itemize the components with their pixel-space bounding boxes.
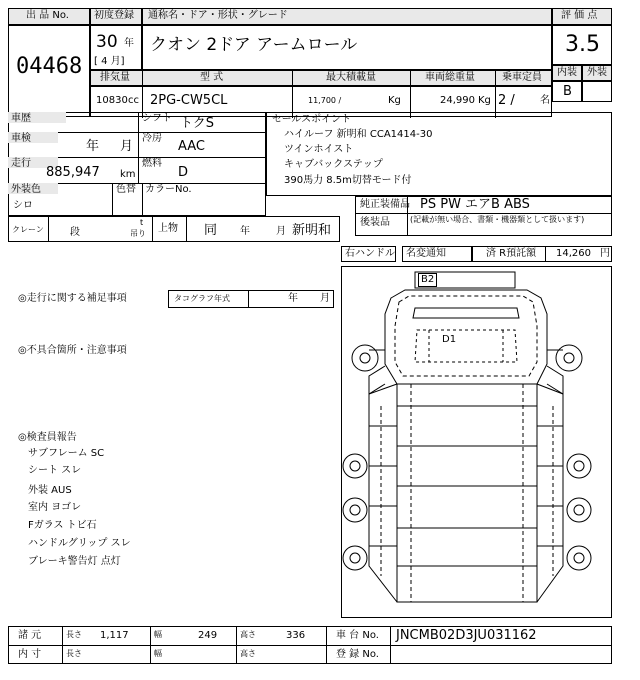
body-same: 同 (204, 223, 218, 238)
gross-weight-label: 車両総重量 (425, 72, 475, 83)
color-no-label: 色替 (116, 184, 136, 195)
equipment-label: 純正装備品 (360, 199, 410, 210)
inspection-label: 車検 (11, 133, 31, 144)
exterior-grade-cell (582, 81, 612, 102)
sales-point-line-4: 390馬力 8.5m切替モード付 (284, 175, 412, 186)
name-change-label: 名変通知 (406, 248, 446, 259)
mileage-unit: km (120, 169, 136, 180)
driving-remarks-label: ◎走行に関する補足事項 (18, 293, 127, 304)
capacity-label: 乗車定員 (502, 72, 542, 83)
score-label: 評 価 点 (561, 10, 598, 21)
sales-point-line-1: ハイルーフ 新明和 CCA1414-30 (284, 129, 433, 140)
crane-lift-unit: 吊り (130, 229, 146, 238)
reg-month: [ 4 月] (94, 56, 125, 67)
tacho-year-unit: 年 (288, 293, 298, 304)
aftermarket-note: (記載が無い場合、書類・機器類として扱います) (410, 215, 585, 224)
shift-value: トクS (180, 116, 214, 131)
aftermarket-label: 後装品 (360, 217, 390, 228)
reg-no-label: 登 録 No. (336, 649, 379, 660)
vehicle-name: クオン 2ドア アームロール (150, 35, 358, 55)
body-year-unit: 年 (240, 226, 250, 237)
exterior-grade-label: 外装 (587, 67, 607, 78)
length-label: 長さ (66, 630, 82, 639)
tacho-label: タコグラフ年式 (174, 294, 230, 303)
recycle-amount: 14,260 (556, 248, 591, 259)
body-month-unit: 月 (276, 226, 286, 237)
interior-length-label: 長さ (66, 649, 82, 658)
ac-label: 冷房 (142, 133, 162, 144)
shift-label: シフト (142, 113, 172, 124)
chassis-number: JNCMB02D3JU031162 (396, 628, 537, 643)
sales-point-line-3: キャブバックステップ (284, 159, 383, 170)
lot-number: 04468 (16, 54, 83, 79)
model-label: 型 式 (200, 72, 224, 83)
displacement-label: 排気量 (100, 72, 130, 83)
inspector-report-label: ◎検査員報告 (18, 432, 77, 443)
lot-label: 出 品 No. (26, 10, 69, 21)
defect-remarks-label: ◎不具合箇所・注意事項 (18, 345, 127, 356)
max-load-label: 最大積載量 (326, 72, 376, 83)
truck-diagram (341, 266, 612, 618)
height-value: 336 (286, 630, 306, 641)
reg-year-unit: 年 (124, 38, 134, 49)
steering-value: 右ハンドル (345, 248, 395, 259)
inspector-line-2: シート スレ (28, 465, 82, 476)
crane-stages-unit: 段 (70, 227, 80, 238)
damage-mark-b2: B2 (418, 273, 437, 287)
fuel-value: D (178, 165, 189, 180)
mileage-label: 走行 (11, 158, 31, 169)
tacho-month-unit: 月 (320, 293, 330, 304)
width-value: 249 (198, 630, 218, 641)
max-load-value: 11,700 / (308, 96, 342, 105)
inspector-line-4: 室内 ヨゴレ (28, 502, 82, 513)
inspector-line-6: ハンドルグリップ スレ (28, 538, 131, 549)
equipment-value: PS PW エアB ABS (420, 197, 530, 212)
recycle-label: 済 R預託額 (486, 248, 537, 259)
body-label: 上物 (158, 223, 178, 234)
inspector-line-1: サブフレーム SC (28, 448, 105, 459)
capacity-value: 2 / (498, 93, 515, 108)
max-load-unit: Kg (388, 95, 401, 106)
crane-ton-unit: t (140, 218, 144, 227)
inspector-line-5: Fガラス トビ石 (28, 520, 97, 531)
color-value: シロ (13, 200, 33, 211)
ac-value: AAC (178, 139, 205, 154)
interior-width-label: 幅 (154, 649, 162, 658)
color-code-label: カラーNo. (145, 184, 192, 195)
color-label: 外装色 (11, 184, 41, 195)
inspector-line-3: 外装 AUS (28, 485, 72, 496)
width-label: 幅 (154, 630, 162, 639)
gross-weight-unit: Kg (478, 95, 491, 106)
inspection-year-unit: 年 (86, 139, 100, 154)
length-value: 1,117 (100, 630, 129, 641)
mileage-value: 885,947 (46, 165, 100, 180)
displacement-unit: cc (128, 95, 139, 106)
interior-grade-label: 内装 (557, 67, 577, 78)
body-maker: 新明和 (292, 223, 332, 238)
model-value: 2PG-CW5CL (150, 93, 228, 108)
recycle-unit: 円 (600, 248, 610, 259)
reg-year: 30 (96, 32, 118, 52)
sales-point-line-2: ツインホイスト (284, 144, 354, 155)
name-label: 通称名・ドア・形状・グレード (148, 10, 288, 21)
reg-label: 初度登録 (94, 10, 134, 21)
interior-grade: B (563, 84, 572, 99)
interior-dimensions-label: 内 寸 (18, 649, 42, 660)
score-value: 3.5 (565, 32, 600, 57)
inspection-month-unit: 月 (120, 139, 134, 154)
displacement-value: 10830 (96, 95, 128, 106)
interior-height-label: 高さ (240, 649, 256, 658)
sales-points-label: セールスポイント (272, 114, 352, 125)
chassis-label: 車 台 No. (336, 630, 379, 641)
specs-label-row (90, 70, 552, 86)
height-label: 高さ (240, 630, 256, 639)
gross-weight-value: 24,990 (440, 95, 475, 106)
capacity-unit: 名 (540, 95, 550, 106)
inspector-line-7: ブレーキ警告灯 点灯 (28, 556, 121, 567)
fuel-label: 燃料 (142, 158, 162, 169)
crane-label: クレーン (12, 225, 44, 234)
history-label: 車歴 (11, 113, 31, 124)
spec-label: 諸 元 (18, 630, 42, 641)
damage-mark-d1: D1 (442, 334, 457, 345)
